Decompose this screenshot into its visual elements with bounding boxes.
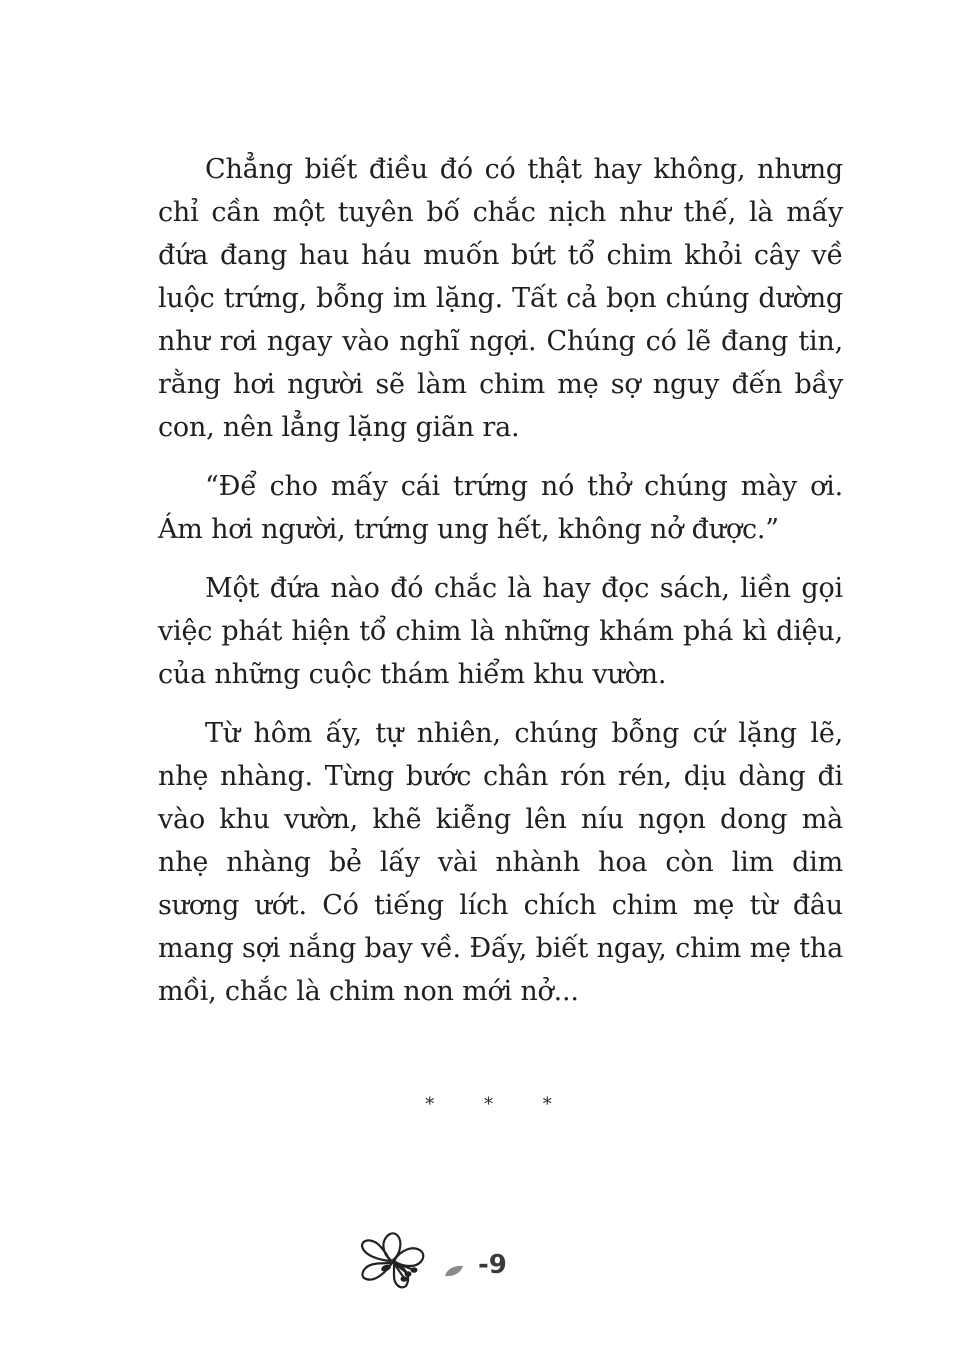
page-footer: [356, 1228, 526, 1298]
page-number: -9: [478, 1250, 507, 1280]
leaf-icon: [444, 1264, 464, 1278]
paragraph-3: Một đứa nào đó chắc là hay đọc sách, liền gọi việc phát hiện tổ chim là những khám phá kì diệu, của những cuộc thám hiểm khu vườn.: [158, 573, 843, 690]
paragraph-2: “Để cho mấy cái trứng nó thở chúng mày ơi. Ám hơi người, trứng ung hết, không nở được.”: [158, 471, 843, 545]
paragraph-4: Từ hôm ấy, tự nhiên, chúng bỗng cứ lặng lẽ, nhẹ nhàng. Từng bước chân rón rén, dịu dàng đi vào khu vườn, khẽ kiễng lên níu ngọn dong mà nhẹ nhàng bẻ lấy vài nhành hoa còn lim dim sương ướt. Có tiếng lích chích chim mẹ từ đâu mang sợi nắng bay về. Đấy, biết ngay, chim mẹ tha mồi, chắc là chim non mới nở...: [158, 718, 843, 1007]
flower-icon: [356, 1228, 436, 1294]
page-body: [158, 148, 843, 1029]
paragraph-1: Chẳng biết điều đó có thật hay không, nhưng chỉ cần một tuyên bố chắc nịch như thế, là mấy đứa đang hau háu muốn bứt tổ chim khỏi cây về luộc trứng, bỗng im lặng. Tất cả bọn chúng dường như rơi ngay vào nghĩ ngợi. Chúng có lẽ đang tin, rằng hơi người sẽ làm chim mẹ sợ nguy đến bầy con, nên lẳng lặng giãn ra.: [158, 154, 843, 443]
section-separator: * * *: [425, 1094, 574, 1115]
